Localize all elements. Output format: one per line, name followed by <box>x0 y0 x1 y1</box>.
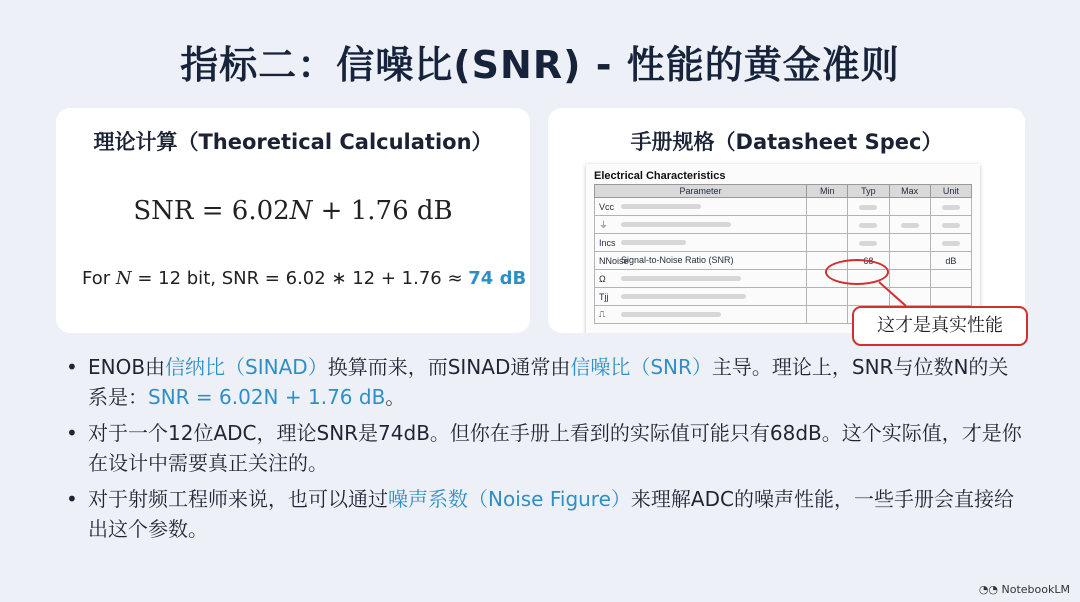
spec-row <box>595 216 972 234</box>
datasheet-heading: Electrical Characteristics <box>594 170 726 182</box>
placeholder-bar <box>942 241 960 246</box>
bullet-item <box>64 352 1024 412</box>
snr-example <box>82 268 526 289</box>
example-prefix: For <box>82 268 116 289</box>
spec-table <box>594 184 972 324</box>
placeholder-bar <box>621 222 731 227</box>
bullet-text: 来理解ADC的噪声性能，一些手册会直接给出这个参数。 <box>88 487 1014 541</box>
symbol-ohm: Ω <box>599 273 606 284</box>
spec-row <box>595 234 972 252</box>
placeholder-bar <box>942 223 960 228</box>
symbol-vcc: Vcc <box>599 201 615 212</box>
symbol-pulse: ⎍ <box>599 309 606 320</box>
bullet-text: 对于射频工程师来说，也可以通过 <box>88 487 388 511</box>
example-result: 74 dB <box>468 268 527 289</box>
bullet-item <box>64 484 1024 544</box>
placeholder-bar <box>859 241 877 246</box>
spec-header-row <box>595 185 972 198</box>
bullet-text: 换算而来，而SINAD通常由 <box>327 355 571 379</box>
snr-unit: dB <box>930 252 971 270</box>
datasheet-card-title: 手册规格（Datasheet Spec） <box>630 130 943 154</box>
placeholder-bar <box>621 294 746 299</box>
placeholder-bar <box>942 205 960 210</box>
bullet-text: 主导。理论上，SNR与位数N的关系是： <box>88 355 1009 409</box>
col-typ: Typ <box>848 185 889 198</box>
bullet-text: 。 <box>385 385 406 409</box>
bullet-list <box>64 352 1024 550</box>
placeholder-bar <box>901 223 919 228</box>
datasheet-card <box>548 108 1025 333</box>
snr-typ-value: 68 <box>848 252 889 270</box>
bullet-item <box>64 418 1024 478</box>
bullet-text: 对于一个12位ADC，理论SNR是74dB。但你在手册上看到的实际值可能只有68dB。这个实际值，才是你在设计中需要真正关注的。 <box>88 421 1022 475</box>
placeholder-bar <box>621 312 721 317</box>
placeholder-bar <box>621 276 741 281</box>
formula-var: N <box>289 196 313 226</box>
spec-row <box>595 288 972 306</box>
logo-icon: ◔◔ <box>978 583 1002 596</box>
callout-true-performance: 这才是真实性能 <box>852 306 1028 346</box>
bullet-highlight: 信噪比（SNR） <box>570 355 712 379</box>
placeholder-bar <box>859 205 877 210</box>
symbol-incs: Incs <box>599 237 616 248</box>
col-parameter: Parameter <box>595 185 807 198</box>
theory-card-title: 理论计算（Theoretical Calculation） <box>93 130 493 154</box>
spec-row-snr <box>595 252 972 270</box>
snr-highlight-oval <box>825 259 889 285</box>
snr-parameter: Signal-to-Noise Ratio (SNR) <box>621 255 734 266</box>
col-min: Min <box>807 185 848 198</box>
formula-lhs: SNR = 6.02 <box>133 196 290 226</box>
bullet-highlight: 噪声系数（Noise Figure） <box>388 487 631 511</box>
symbol-ground: ⏚ <box>599 220 609 230</box>
placeholder-bar <box>859 223 877 228</box>
col-unit: Unit <box>930 185 971 198</box>
spec-row <box>595 270 972 288</box>
bullet-text: ENOB由 <box>88 355 166 379</box>
spec-row <box>595 198 972 216</box>
symbol-nnoise: NNoise <box>599 255 629 266</box>
theory-card <box>56 108 530 333</box>
example-mid: = 12 bit, SNR = 6.02 ∗ 12 + 1.76 ≈ <box>131 268 469 289</box>
placeholder-bar <box>621 240 686 245</box>
logo-text: NotebookLM <box>1001 583 1070 596</box>
notebooklm-logo <box>979 583 1070 596</box>
col-max: Max <box>889 185 930 198</box>
example-var: N <box>115 268 132 289</box>
bullet-highlight: 信纳比（SINAD） <box>165 355 328 379</box>
slide-title: 指标二：信噪比(SNR) - 性能的黄金准则 <box>180 43 900 87</box>
placeholder-bar <box>621 204 701 209</box>
snr-formula <box>56 196 530 226</box>
bullet-highlight: SNR = 6.02N + 1.76 dB <box>148 385 386 409</box>
formula-rhs: + 1.76 dB <box>312 196 453 226</box>
symbol-tjj: Tjj <box>599 291 609 302</box>
